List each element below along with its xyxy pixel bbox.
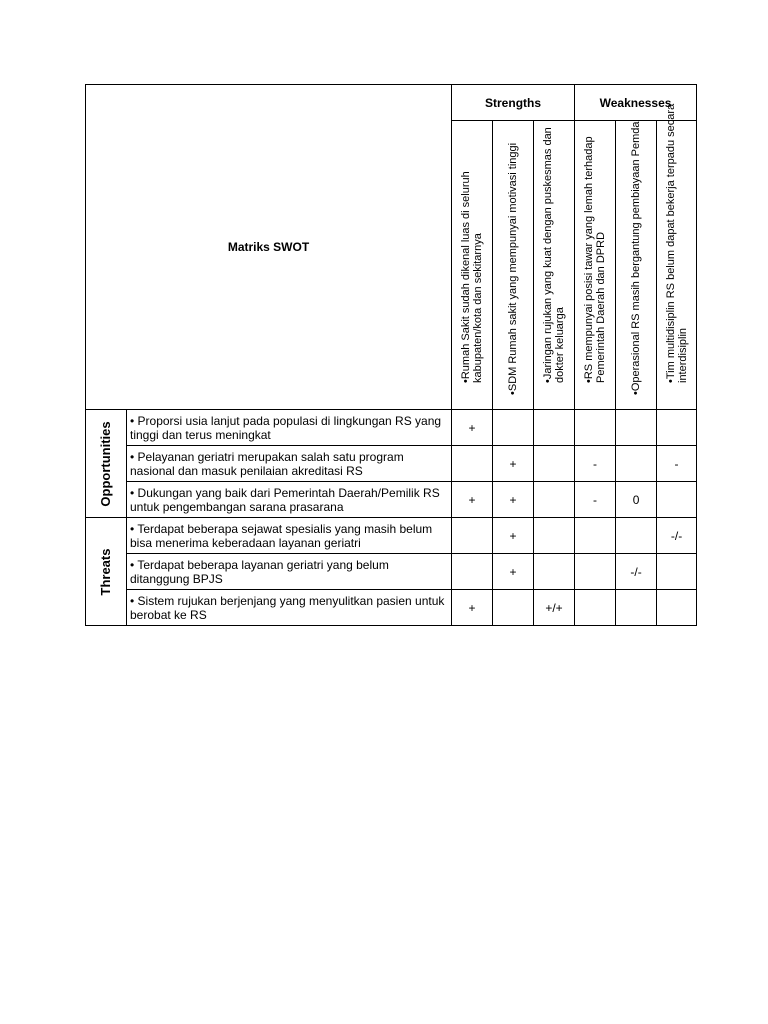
matrix-cell [575,590,616,626]
column-label: •Rumah Sakit sudah dikenal luas di seluruh kabupaten/kota dan sekitarnya [460,171,485,383]
row-label: • Pelayanan geriatri merupakan salah satu program nasional dan masuk penilaian akreditasi RS [127,446,452,482]
row-label: • Sistem rujukan berjenjang yang menyulitkan pasien untuk berobat ke RS [127,590,452,626]
opportunities-side-cell [86,410,127,518]
matrix-cell [657,590,697,626]
matrix-cell: - [575,446,616,482]
matrix-cell [575,554,616,590]
matrix-cell: + [452,410,493,446]
matrix-cell: -/- [616,554,657,590]
matrix-cell [534,482,575,518]
table-row [86,482,697,518]
matrix-cell [616,410,657,446]
matrix-title: Matriks SWOT [86,85,452,410]
column-header-weakness-3 [657,103,697,410]
matrix-cell [657,482,697,518]
table-row [86,518,697,554]
column-label: •Tim multidisiplin RS belum dapat bekerja terpadu secara interdisiplin [664,103,689,383]
table-row [86,410,697,446]
matrix-cell [493,590,534,626]
matrix-cell [616,446,657,482]
matrix-cell [493,410,534,446]
column-header-strength-1 [452,121,493,410]
swot-matrix-table [85,84,697,626]
matrix-cell: + [493,482,534,518]
opportunities-label: Opportunities [98,420,113,507]
matrix-cell: +/+ [534,590,575,626]
table-row [86,590,697,626]
row-label: • Terdapat beberapa layanan geriatri yang belum ditanggung BPJS [127,554,452,590]
matrix-cell [452,446,493,482]
threats-side-cell [86,518,127,626]
matrix-cell [575,410,616,446]
matrix-cell [452,554,493,590]
row-label: • Proporsi usia lanjut pada populasi di lingkungan RS yang tinggi dan terus meningkat [127,410,452,446]
matrix-cell [534,554,575,590]
matrix-cell [616,518,657,554]
table-row [86,446,697,482]
column-label: •RS mempunyai posisi tawar yang lemah terhadap Pemerintah Daerah dan DPRD [583,136,608,383]
column-header-weakness-2 [616,121,657,410]
matrix-cell: + [493,518,534,554]
matrix-cell: - [657,446,697,482]
matrix-cell: -/- [657,518,697,554]
matrix-cell [452,518,493,554]
column-label: •Operasional RS masih bergantung pembiayaan Pemda [630,121,643,395]
column-header-weakness-1 [575,121,616,410]
threats-label: Threats [98,548,113,595]
matrix-cell: - [575,482,616,518]
matrix-cell [575,518,616,554]
strengths-header: Strengths [452,85,575,121]
matrix-cell: + [452,482,493,518]
column-label: •Jaringan rujukan yang kuat dengan puskesmas dan dokter keluarga [542,127,567,383]
row-label: • Dukungan yang baik dari Pemerintah Daerah/Pemilik RS untuk pengembangan sarana prasarana [127,482,452,518]
matrix-cell [616,590,657,626]
column-header-strength-2 [493,121,534,410]
column-label: •SDM Rumah sakit yang mempunyai motivasi tinggi [507,142,520,395]
matrix-cell [657,554,697,590]
matrix-cell [534,518,575,554]
matrix-cell: + [452,590,493,626]
matrix-cell [534,446,575,482]
column-header-strength-3 [534,121,575,410]
matrix-cell: + [493,446,534,482]
row-label: • Terdapat beberapa sejawat spesialis yang masih belum bisa menerima keberadaan layanan geriatri [127,518,452,554]
matrix-cell: 0 [616,482,657,518]
matrix-cell [657,410,697,446]
matrix-cell [534,410,575,446]
matrix-cell: + [493,554,534,590]
table-row [86,554,697,590]
weaknesses-header: Weaknesses [575,85,697,121]
